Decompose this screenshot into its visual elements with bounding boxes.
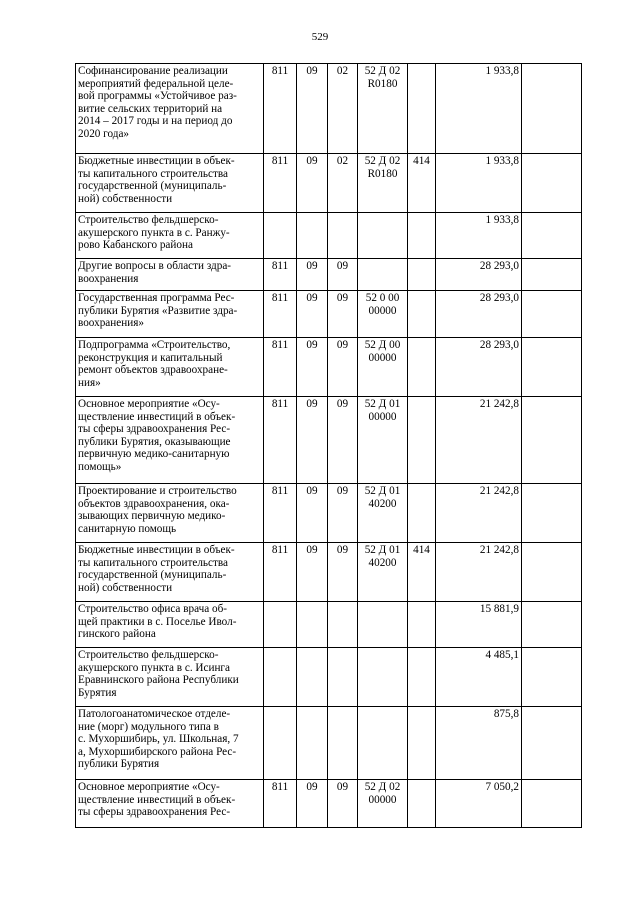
expense-type-cell (408, 707, 436, 780)
item-name-line: ние (морг) модульного типа в (78, 720, 219, 733)
expense-type-cell (408, 397, 436, 484)
target-article-line: R0180 (367, 77, 398, 90)
section-code-cell: 09 (297, 64, 328, 154)
table-row (76, 291, 582, 338)
item-name-line: помощь» (78, 460, 122, 473)
item-name-line: Бюджетные инвестиции в объек- (78, 544, 235, 556)
target-article-line: 52 Д 01 (364, 544, 401, 556)
target-article-cell (358, 780, 408, 828)
table-row (76, 648, 582, 707)
extra-amount-cell (522, 484, 582, 543)
extra-amount-cell (522, 213, 582, 259)
item-name-line: 2014 – 2017 годы и на период до (78, 115, 233, 128)
section-code-cell: 09 (297, 484, 328, 543)
item-name-line: с. Мухоршибирь, ул. Школьная, 7 (78, 733, 239, 746)
item-name-line: Бурятия (78, 686, 117, 699)
amount-cell: 7 050,2 (436, 780, 522, 828)
item-name-line: ной) собственности (78, 192, 173, 205)
target-article-line: 52 Д 01 (364, 398, 401, 410)
target-article-line: 52 Д 01 (364, 485, 401, 497)
table-row (76, 602, 582, 648)
item-name-cell (76, 338, 264, 397)
ministry-code-cell: 811 (264, 484, 297, 543)
target-article-cell (358, 259, 408, 291)
section-code-cell: 09 (297, 543, 328, 602)
item-name-line: публики Бурятия «Развитие здра- (78, 304, 238, 317)
item-name-line: акушерского пункта в с. Исинга (78, 661, 230, 674)
ministry-code-cell (264, 707, 297, 780)
item-name-line: Строительство офиса врача об- (78, 603, 227, 615)
target-article-line: 00000 (368, 793, 397, 806)
item-name-cell (76, 64, 264, 154)
item-name-line: 2020 года» (78, 127, 130, 140)
extra-amount-cell (522, 338, 582, 397)
subsection-code-cell (328, 602, 358, 648)
item-name-line: Проектирование и строительство (78, 485, 237, 497)
expense-type-cell (408, 64, 436, 154)
expense-type-cell: 414 (408, 543, 436, 602)
target-article-line: 52 0 00 (365, 292, 400, 304)
item-name-line: ществление инвестиций в объек- (78, 410, 236, 423)
extra-amount-cell (522, 648, 582, 707)
item-name-line: ной) собственности (78, 581, 173, 594)
target-article-line: 00000 (368, 410, 397, 423)
item-name-line: реконструкция и капитальный (78, 351, 223, 364)
section-code-cell: 09 (297, 259, 328, 291)
item-name-line: Подпрограмма «Строительство, (78, 339, 231, 351)
item-name-line: Бюджетные инвестиции в объек- (78, 155, 235, 167)
target-article-cell (358, 213, 408, 259)
item-name-line: Другие вопросы в области здра- (78, 260, 232, 272)
target-article-cell (358, 543, 408, 602)
amount-cell: 28 293,0 (436, 291, 522, 338)
table-row (76, 484, 582, 543)
extra-amount-cell (522, 602, 582, 648)
amount-cell: 1 933,8 (436, 154, 522, 213)
subsection-code-cell: 02 (328, 64, 358, 154)
section-code-cell: 09 (297, 291, 328, 338)
ministry-code-cell: 811 (264, 338, 297, 397)
table-row (76, 543, 582, 602)
ministry-code-cell: 811 (264, 154, 297, 213)
item-name-line: мероприятий федеральной целе- (78, 77, 234, 90)
expense-type-cell (408, 213, 436, 259)
item-name-line: ществление инвестиций в объек- (78, 793, 236, 806)
expense-type-cell (408, 259, 436, 291)
item-name-line: Патологоанатомическое отделе- (78, 708, 231, 720)
item-name-line: Строительство фельдшерско- (78, 649, 219, 661)
table-row (76, 397, 582, 484)
amount-cell: 15 881,9 (436, 602, 522, 648)
target-article-cell (358, 64, 408, 154)
ministry-code-cell (264, 213, 297, 259)
target-article-cell (358, 291, 408, 338)
item-name-line: публики Бурятия, оказывающие (78, 435, 231, 448)
target-article-line: 40200 (368, 556, 397, 569)
target-article-line: 40200 (368, 497, 397, 510)
item-name-line: государственной (муниципаль- (78, 569, 227, 582)
subsection-code-cell: 09 (328, 397, 358, 484)
amount-cell: 21 242,8 (436, 397, 522, 484)
subsection-code-cell (328, 648, 358, 707)
amount-cell: 1 933,8 (436, 64, 522, 154)
amount-cell: 21 242,8 (436, 484, 522, 543)
section-code-cell (297, 707, 328, 780)
item-name-cell (76, 602, 264, 648)
section-code-cell (297, 213, 328, 259)
target-article-line: 52 Д 00 (364, 339, 401, 351)
target-article-cell (358, 707, 408, 780)
expense-type-cell: 414 (408, 154, 436, 213)
item-name-line: публики Бурятия (78, 758, 160, 771)
item-name-cell (76, 213, 264, 259)
table-row (76, 338, 582, 397)
table-row (76, 154, 582, 213)
subsection-code-cell: 09 (328, 338, 358, 397)
item-name-line: ния» (78, 376, 101, 389)
expense-type-cell (408, 602, 436, 648)
ministry-code-cell: 811 (264, 780, 297, 828)
item-name-line: объектов здравоохранения, ока- (78, 497, 230, 510)
subsection-code-cell (328, 213, 358, 259)
ministry-code-cell: 811 (264, 291, 297, 338)
table-row (76, 780, 582, 828)
target-article-cell (358, 397, 408, 484)
item-name-line: щей практики в с. Поселье Ивол- (78, 615, 237, 628)
item-name-line: вой программы «Устойчивое раз- (78, 90, 237, 103)
target-article-cell (358, 648, 408, 707)
target-article-line: 52 Д 02 (364, 781, 401, 793)
target-article-cell (358, 154, 408, 213)
target-article-cell (358, 484, 408, 543)
item-name-cell (76, 543, 264, 602)
target-article-line: R0180 (367, 167, 398, 180)
subsection-code-cell: 02 (328, 154, 358, 213)
amount-cell: 875,8 (436, 707, 522, 780)
item-name-line: Основное мероприятие «Осу- (78, 781, 220, 793)
item-name-cell (76, 648, 264, 707)
section-code-cell: 09 (297, 338, 328, 397)
item-name-line: воохранения» (78, 317, 144, 330)
item-name-line: Государственная программа Рес- (78, 292, 235, 304)
item-name-line: акушерского пункта в с. Ранжу- (78, 226, 230, 239)
item-name-cell (76, 397, 264, 484)
item-name-line: ремонт объектов здравоохране- (78, 364, 228, 377)
item-name-line: воохранения (78, 272, 139, 285)
ministry-code-cell: 811 (264, 259, 297, 291)
item-name-line: государственной (муниципаль- (78, 180, 227, 193)
expense-type-cell (408, 338, 436, 397)
table-row (76, 259, 582, 291)
expense-type-cell (408, 780, 436, 828)
subsection-code-cell: 09 (328, 780, 358, 828)
expense-type-cell (408, 484, 436, 543)
item-name-line: ты сферы здравоохранения Рес- (78, 806, 231, 819)
section-code-cell (297, 648, 328, 707)
amount-cell: 28 293,0 (436, 259, 522, 291)
subsection-code-cell: 09 (328, 259, 358, 291)
extra-amount-cell (522, 543, 582, 602)
item-name-cell (76, 707, 264, 780)
extra-amount-cell (522, 154, 582, 213)
ministry-code-cell (264, 648, 297, 707)
item-name-cell (76, 484, 264, 543)
expense-type-cell (408, 648, 436, 707)
page-number: 529 (311, 31, 329, 43)
extra-amount-cell (522, 259, 582, 291)
table-row (76, 213, 582, 259)
item-name-line: первичную медико-санитарную (78, 448, 230, 461)
item-name-line: гинского района (78, 628, 156, 641)
item-name-line: витие сельских территорий на (78, 102, 223, 115)
table-row (76, 64, 582, 154)
subsection-code-cell (328, 707, 358, 780)
budget-table-body (76, 64, 582, 828)
subsection-code-cell: 09 (328, 543, 358, 602)
section-code-cell: 09 (297, 154, 328, 213)
section-code-cell: 09 (297, 780, 328, 828)
extra-amount-cell (522, 780, 582, 828)
expense-type-cell (408, 291, 436, 338)
target-article-line: 00000 (368, 304, 397, 317)
item-name-line: Софинансирование реализации (78, 65, 228, 77)
budget-table (75, 63, 582, 828)
target-article-line: 00000 (368, 351, 397, 364)
item-name-line: ты сферы здравоохранения Рес- (78, 423, 231, 436)
amount-cell: 28 293,0 (436, 338, 522, 397)
item-name-line: Еравнинского района Республики (78, 674, 239, 687)
extra-amount-cell (522, 291, 582, 338)
item-name-line: Строительство фельдшерско- (78, 214, 219, 226)
ministry-code-cell (264, 602, 297, 648)
subsection-code-cell: 09 (328, 291, 358, 338)
amount-cell: 1 933,8 (436, 213, 522, 259)
amount-cell: 4 485,1 (436, 648, 522, 707)
item-name-cell (76, 259, 264, 291)
target-article-cell (358, 602, 408, 648)
item-name-line: ты капитального строительства (78, 556, 228, 569)
item-name-cell (76, 154, 264, 213)
target-article-line: 52 Д 02 (364, 65, 401, 77)
ministry-code-cell: 811 (264, 543, 297, 602)
extra-amount-cell (522, 707, 582, 780)
target-article-cell (358, 338, 408, 397)
ministry-code-cell: 811 (264, 64, 297, 154)
item-name-line: санитарную помощь (78, 522, 177, 535)
subsection-code-cell: 09 (328, 484, 358, 543)
item-name-line: ты капитального строительства (78, 167, 228, 180)
ministry-code-cell: 811 (264, 397, 297, 484)
extra-amount-cell (522, 397, 582, 484)
item-name-line: а, Мухоршибирского района Рес- (78, 745, 237, 758)
item-name-line: зывающих первичную медико- (78, 510, 226, 523)
table-row (76, 707, 582, 780)
section-code-cell: 09 (297, 397, 328, 484)
item-name-line: рово Кабанского района (78, 239, 193, 252)
target-article-line: 52 Д 02 (364, 155, 401, 167)
item-name-cell (76, 780, 264, 828)
extra-amount-cell (522, 64, 582, 154)
amount-cell: 21 242,8 (436, 543, 522, 602)
section-code-cell (297, 602, 328, 648)
item-name-line: Основное мероприятие «Осу- (78, 398, 220, 410)
item-name-cell (76, 291, 264, 338)
